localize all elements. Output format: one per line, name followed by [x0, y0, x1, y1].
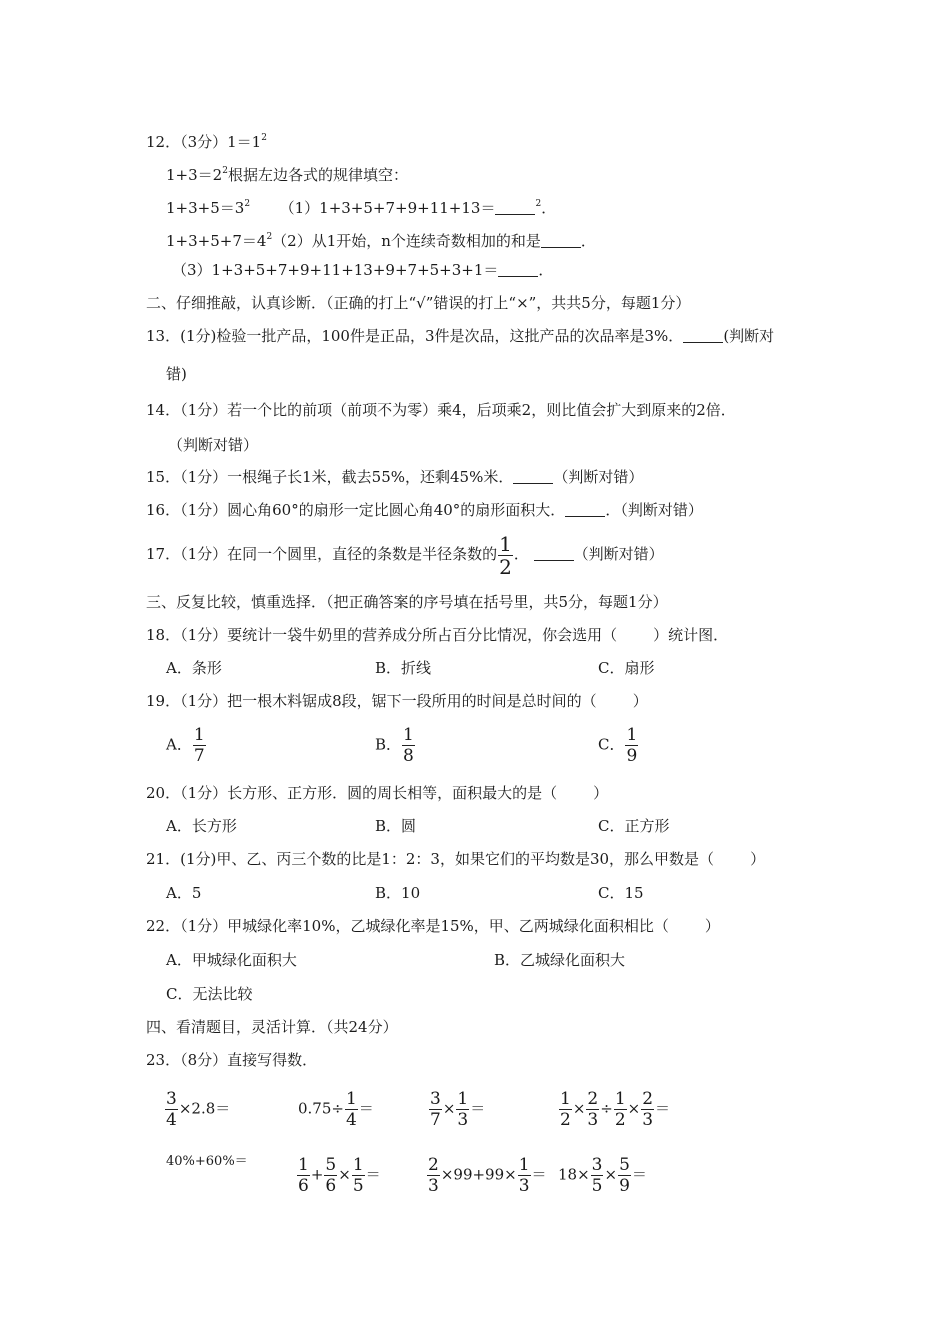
q21: 21．(1分)甲、乙、丙三个数的比是1：2：3，如果它们的平均数是30，那么甲数是（ ） — [146, 850, 766, 868]
q12-line2: $1+3=2^2$根据左边各式的规律填空： — [166, 166, 408, 184]
section-2-heading: 二、仔细推敲，认真诊断．（正确的打上“√”错误的打上“×”，共共5分，每题1分） — [146, 294, 691, 312]
answer-blank[interactable] — [683, 328, 723, 343]
fraction: $\frac{1}{6}$ — [298, 1155, 309, 1196]
q23-expr-6: $\frac{1}{6}$ + $\frac{5}{6}$ × $\frac{1}{5}$ ＝ — [298, 1155, 381, 1196]
q19-option-c[interactable]: C． $\frac{1}{9}$ — [598, 725, 638, 766]
fraction: $\frac{1}{5}$ — [352, 1155, 364, 1196]
q22-option-a[interactable]: A．甲城绿化面积大 — [166, 951, 297, 969]
q23-expr-5: 40%+60%＝ — [166, 1154, 248, 1169]
fraction: $\frac{1}{3}$ — [518, 1155, 530, 1196]
q23-expr-4: $\frac{1}{2}$ × $\frac{2}{3}$ ÷ $\frac{1}{2}$ × $\frac{2}{3}$ ＝ — [560, 1089, 671, 1130]
q18: 18．（1分）要统计一袋牛奶里的营养成分所占百分比情况，你会选用（ ）统计图． — [146, 626, 729, 644]
q20-option-c[interactable]: C．正方形 — [598, 817, 670, 835]
fraction: $\frac{2}{3}$ — [587, 1089, 599, 1130]
q23-expr-7: $\frac{2}{3}$ ×99+99× $\frac{1}{3}$ ＝ — [428, 1155, 547, 1196]
q12-line3: $1+3+5=3^2$ （1）1+3+5+7+9+11+13＝ $^2$． — [166, 199, 557, 217]
q12-title: 12．（3分）$1=1^2$ — [146, 133, 267, 151]
q23-expr-1: $\frac{3}{4}$ ×2.8＝ — [166, 1089, 231, 1130]
q15: 15．（1分）一根绳子长1米，截去55%，还剩45%米． （判断对错） — [146, 468, 644, 486]
fraction: $\frac{5}{9}$ — [619, 1155, 630, 1196]
q22-option-b[interactable]: B．乙城绿化面积大 — [494, 951, 626, 969]
section-4-heading: 四、看清题目，灵活计算．（共24分） — [146, 1018, 398, 1036]
fraction: $\frac{1}{8}$ — [403, 725, 414, 766]
q20: 20．（1分）长方形、正方形．圆的周长相等，面积最大的是（ ） — [146, 784, 609, 802]
answer-blank[interactable] — [498, 262, 538, 277]
fraction: $\frac{3}{4}$ — [166, 1089, 177, 1130]
q23-title: 23．（8分）直接写得数． — [146, 1051, 318, 1069]
q12-line5: （3）1+3+5+7+9+11+13+9+7+5+3+1＝ ． — [172, 261, 554, 279]
q22-option-c[interactable]: C．无法比较 — [166, 985, 253, 1003]
answer-blank[interactable] — [565, 502, 605, 517]
q23-expr-8: 18× $\frac{3}{5}$ × $\frac{5}{9}$ ＝ — [558, 1155, 647, 1196]
q23-expr-3: $\frac{3}{7}$ × $\frac{1}{3}$ ＝ — [430, 1089, 486, 1130]
answer-blank[interactable] — [513, 469, 553, 484]
q21-option-c[interactable]: C．15 — [598, 884, 644, 902]
q21-option-b[interactable]: B．10 — [375, 884, 421, 902]
q19-option-b[interactable]: B． $\frac{1}{8}$ — [375, 725, 414, 766]
fraction: $\frac{1}{3}$ — [457, 1089, 469, 1130]
answer-blank[interactable] — [534, 546, 574, 561]
q20-option-b[interactable]: B．圆 — [375, 817, 417, 835]
section-3-heading: 三、反复比较，慎重选择．（把正确答案的序号填在括号里，共5分，每题1分） — [146, 593, 668, 611]
fraction: $\frac{5}{6}$ — [325, 1155, 337, 1196]
fraction: $\frac{2}{3}$ — [428, 1155, 439, 1196]
q16: 16．（1分）圆心角60°的扇形一定比圆心角40°的扇形面积大． ．（判断对错） — [146, 501, 703, 519]
q19: 19．（1分）把一根木料锯成8段，锯下一段所用的时间是总时间的（ ） — [146, 692, 648, 710]
q21-option-a[interactable]: A．5 — [166, 884, 202, 902]
q13-cont: 错) — [166, 365, 187, 383]
fraction: $\frac{3}{7}$ — [430, 1089, 441, 1130]
q13: 13．(1分)检验一批产品，100件是正品，3件是次品，这批产品的次品率是3%． (判断对 — [146, 327, 775, 345]
q22: 22．（1分）甲城绿化率10%，乙城绿化率是15%，甲、乙两城绿化面积相比（ ） — [146, 917, 720, 935]
q20-option-a[interactable]: A．长方形 — [166, 817, 237, 835]
q14-cont: （判断对错） — [168, 436, 259, 454]
answer-blank[interactable] — [495, 200, 535, 215]
fraction: $\frac{1}{2}$ — [560, 1089, 571, 1130]
q14: 14．（1分）若一个比的前项（前项不为零）乘4，后项乘2，则比值会扩大到原来的2倍． — [146, 401, 736, 419]
q18-option-b[interactable]: B．折线 — [375, 659, 432, 677]
q17: 17．（1分）在同一个圆里，直径的条数是半径条数的 $\frac{1}{2}$ ． （判断对错） — [146, 531, 664, 579]
answer-blank[interactable] — [541, 233, 581, 248]
q18-option-a[interactable]: A．条形 — [166, 659, 222, 677]
fraction: $\frac{1}{2}$ — [614, 1089, 626, 1130]
q18-option-c[interactable]: C．扇形 — [598, 659, 655, 677]
fraction: $\frac{1}{7}$ — [193, 725, 205, 766]
q19-option-a[interactable]: A． $\frac{1}{7}$ — [166, 725, 205, 766]
fraction: $\frac{1}{9}$ — [626, 725, 638, 766]
fraction: $\frac{2}{3}$ — [642, 1089, 654, 1130]
q12-line4: $1+3+5+7=4^2(2)$从1开始，n个连续奇数相加的和是 ． — [166, 232, 596, 250]
fraction: $\frac{1}{4}$ — [345, 1089, 357, 1130]
fraction: $\frac{3}{5}$ — [591, 1155, 603, 1196]
q23-expr-2: 0.75÷ $\frac{1}{4}$ ＝ — [298, 1089, 374, 1130]
fraction: $\frac{1}{2}$ — [499, 531, 512, 579]
